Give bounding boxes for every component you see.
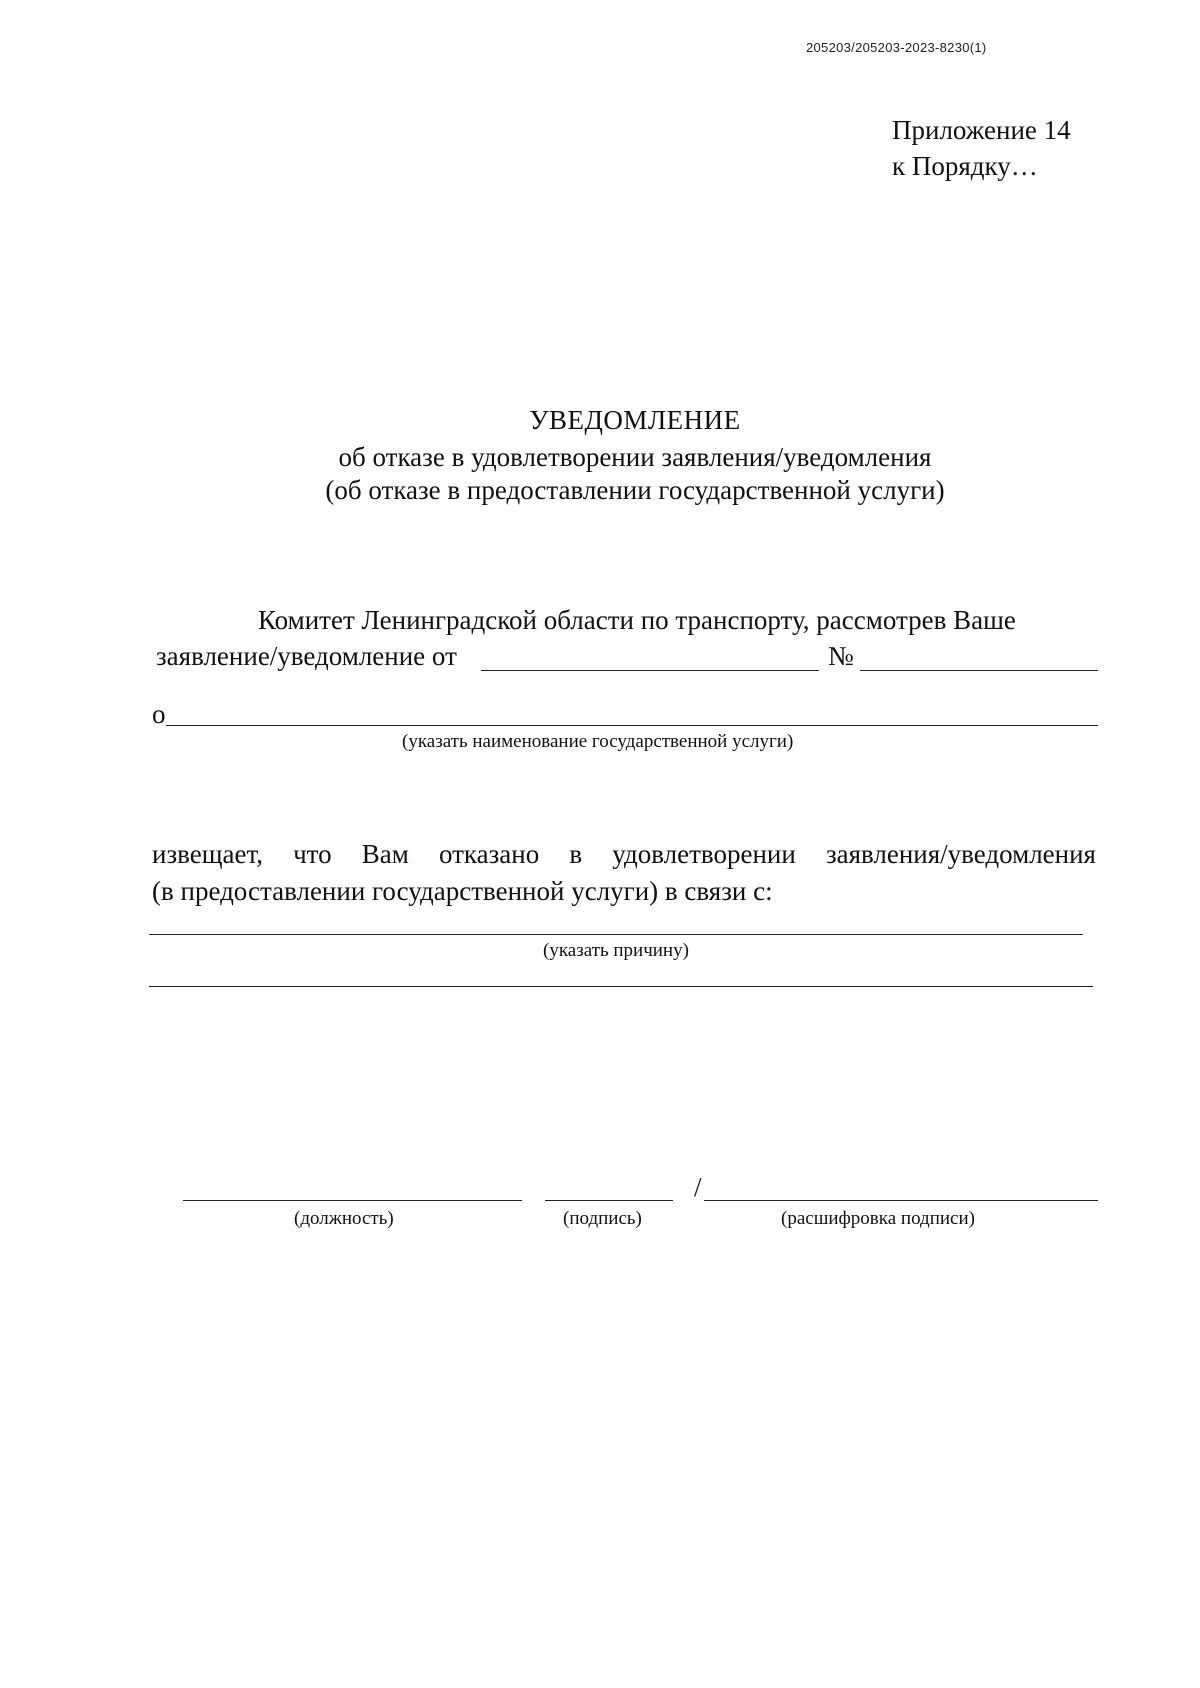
service-name-caption: (указать наименование государственной услуги) xyxy=(402,731,794,752)
service-about-label: о xyxy=(152,699,166,729)
notice-word: заявления/уведомления xyxy=(825,839,1096,869)
document-subtitle-1: об отказе в удовлетворении заявления/уведомления xyxy=(338,442,932,472)
position-caption: (должность) xyxy=(294,1208,394,1229)
reason-field-line-2[interactable] xyxy=(149,986,1093,987)
notice-word: извещает, xyxy=(152,839,263,869)
position-field[interactable] xyxy=(183,1200,522,1201)
signature-field[interactable] xyxy=(545,1200,673,1201)
application-number-field[interactable] xyxy=(860,670,1098,671)
application-date-field[interactable] xyxy=(481,670,819,671)
application-number-label: № xyxy=(828,641,854,671)
notice-word: что xyxy=(293,839,332,869)
notice-word: отказано xyxy=(438,839,540,869)
notice-word: удовлетворении xyxy=(612,839,796,869)
reason-caption: (указать причину) xyxy=(543,940,689,961)
application-date-label: заявление/уведомление от xyxy=(156,641,457,671)
service-name-field[interactable] xyxy=(166,725,1098,726)
signature-caption: (подпись) xyxy=(563,1208,642,1229)
signature-slash: / xyxy=(694,1172,702,1202)
appendix-reference: к Порядку… xyxy=(892,151,1038,181)
notice-word: Вам xyxy=(361,839,409,869)
signature-decoding-field[interactable] xyxy=(704,1200,1098,1201)
document-title: УВЕДОМЛЕНИЕ xyxy=(529,405,741,435)
reason-field-line-1[interactable] xyxy=(149,934,1083,935)
signature-decoding-caption: (расшифровка подписи) xyxy=(781,1208,975,1229)
appendix-number: Приложение 14 xyxy=(892,115,1071,145)
notice-word: в xyxy=(569,839,583,869)
refusal-notice-line-2: (в предоставлении государственной услуги) в связи с: xyxy=(152,876,773,906)
committee-statement: Комитет Ленинградской области по транспорту, рассмотрев Ваше xyxy=(258,605,1016,635)
document-subtitle-2: (об отказе в предоставлении государственной услуги) xyxy=(325,475,945,505)
refusal-notice-line xyxy=(152,839,1096,870)
document-id: 205203/205203-2023-8230(1) xyxy=(806,40,987,55)
